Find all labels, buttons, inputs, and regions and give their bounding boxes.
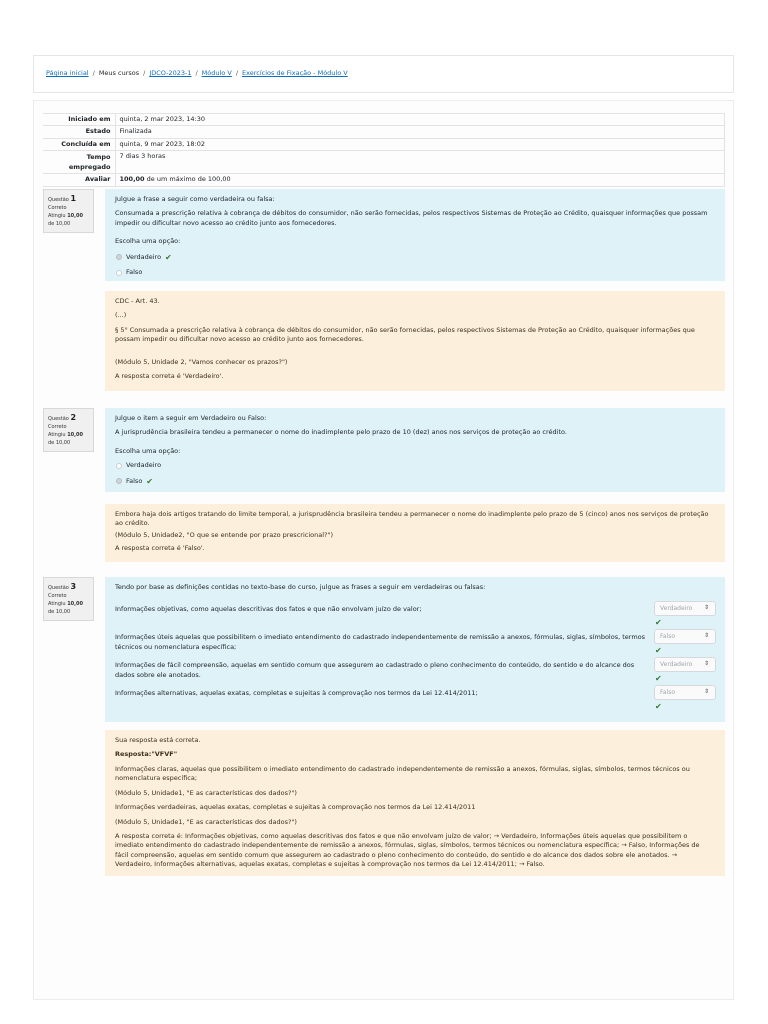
match-statement: Informações objetivas, como aquelas descritivas dos fatos e que não envolvam juízo de valor; (115, 605, 422, 614)
attempt-summary-table (43, 113, 725, 187)
summary-label: Estado (43, 126, 115, 138)
breadcrumb-quiz-link[interactable]: Exercícios de Fixação - Módulo V (242, 69, 348, 77)
breadcrumb-separator: / (235, 69, 239, 77)
breadcrumb-my-courses: Meus cursos (98, 69, 140, 77)
summary-value: 7 dias 3 horas (115, 151, 725, 174)
answer-select[interactable]: Falso ⇕ (654, 629, 716, 644)
grade-value: 100,00 (119, 175, 145, 184)
breadcrumb-module-link[interactable]: Módulo V (201, 69, 232, 77)
table-row (43, 174, 725, 186)
question-statement: Consumada a prescrição relativa à cobrança de débitos do consumidor, não serão fornecidas, pelos respectivos Sistemas de Proteção ao Crédito, quaisquer informações que possam impedir ou dificultar novo acesso ao crédito junto aos fornecedores. (115, 209, 708, 227)
match-row (115, 633, 715, 661)
choose-label: Escolha uma opção: (115, 237, 181, 246)
question-status: Correto (48, 593, 67, 600)
summary-value: quinta, 2 mar 2023, 14:30 (115, 114, 725, 126)
grade-max: de um máximo de 100,00 (144, 175, 231, 184)
match-row (115, 661, 715, 689)
question-prompt: Julgue o item a seguir em Verdadeiro ou Falso: (115, 414, 267, 422)
summary-value: quinta, 9 mar 2023, 18:02 (115, 138, 725, 150)
answer-select[interactable]: Falso ⇕ (654, 685, 716, 700)
breadcrumb-separator: / (92, 69, 95, 77)
table-row (43, 126, 725, 138)
summary-label: Concluída em (43, 138, 115, 150)
question-text-box (105, 577, 725, 722)
question-statement: A jurisprudência brasileira tendeu a permanecer o nome do inadimplente pelo prazo de 10 (dez) anos nos serviços de proteção ao crédito. (115, 428, 567, 437)
choose-label: Escolha uma opção: (115, 446, 181, 455)
option-false[interactable]: Falso ✔ (116, 476, 715, 488)
table-row (43, 151, 725, 174)
question-grade: Atingiu 10,00 de 10,00 (48, 213, 84, 227)
question-grade: Atingiu 10,00 de 10,00 (48, 601, 84, 615)
question-text-box (105, 189, 725, 281)
question-number: 2 (70, 413, 77, 422)
answer-select[interactable]: Verdadeiro ⇕ (654, 601, 716, 616)
question-prompt: Julgue a frase a seguir como verdadeira ou falsa: (115, 195, 275, 203)
question-status: Correto (48, 205, 67, 212)
match-statement: Informações de fácil compreensão, aquelas em sentido comum que assegurem ao cadastrado o pleno conhecimento do conteúdo, do sentido e do alcance dos dados sobre ele anotados. (115, 661, 635, 679)
question-prompt: Tendo por base as definições contidas no texto-base do curso, julgue as frases a seguir em verdadeiras ou falsas: (115, 583, 486, 591)
summary-label: Iniciado em (43, 114, 115, 126)
table-row (43, 114, 725, 126)
quiz-review-region (33, 100, 734, 1000)
summary-value: Finalizada (115, 126, 725, 138)
option-true[interactable]: Verdadeiro ✔ (116, 252, 715, 264)
match-statement: Informações úteis aquelas que possibilitem o imediato entendimento do cadastrado independentemente de remissão a anexos, fórmulas, siglas, símbolos, termos técnicos ou nomenclatura específica; (115, 633, 646, 651)
match-statement: Informações alternativas, aquelas exatas, completas e sujeitas à comprovação nos termos da Lei 12.414/2011; (115, 689, 478, 698)
match-row (115, 605, 715, 633)
radio-selected-icon[interactable] (116, 254, 122, 260)
option-true[interactable]: Verdadeiro (116, 461, 715, 470)
question-feedback: Embora haja dois artigos tratando do limite temporal, a jurisprudência brasileira tendeu a permanecer o nome do inadimplente pelo prazo de 5 (cinco) anos nos serviços de proteção ao crédito. (Módulo 5, Unidade2, "O que se entende por prazo prescricional?") A resposta correta é 'Falso'. (105, 504, 725, 562)
chevron-updown-icon: ⇕ (703, 632, 709, 640)
chevron-updown-icon: ⇕ (703, 660, 709, 668)
question-info (43, 189, 94, 233)
question-status: Correto (48, 424, 67, 431)
summary-label: Avaliar (43, 174, 115, 186)
check-icon: ✔ (655, 702, 662, 712)
check-icon: ✔ (655, 646, 662, 656)
question-number: 3 (70, 582, 77, 591)
question-number: 1 (70, 194, 77, 203)
question-info (43, 577, 94, 621)
summary-label: Tempo empregado (43, 151, 115, 174)
question-text-box (105, 408, 725, 492)
table-row (43, 138, 725, 150)
question-label: Questão (48, 416, 69, 422)
radio-icon[interactable] (116, 463, 122, 469)
breadcrumb-separator: / (195, 69, 198, 77)
question-label: Questão (48, 585, 69, 591)
chevron-updown-icon: ⇕ (703, 604, 709, 612)
check-icon: ✔ (655, 674, 662, 684)
check-icon: ✔ (165, 252, 172, 262)
breadcrumb-home-link[interactable]: Página inicial (46, 69, 89, 77)
breadcrumb-separator: / (143, 69, 146, 77)
radio-selected-icon[interactable] (116, 478, 122, 484)
question-grade: Atingiu 10,00 de 10,00 (48, 432, 84, 446)
breadcrumb-course-link[interactable]: JDCO-2023-1 (149, 69, 192, 77)
radio-icon[interactable] (116, 270, 122, 276)
match-row (115, 689, 715, 717)
chevron-updown-icon: ⇕ (703, 688, 709, 696)
option-false[interactable]: Falso (116, 268, 715, 277)
question-feedback: Sua resposta está correta. Resposta:"VFVF" Informações claras, aquelas que possibilitem o imediato entendimento do cadastrado independentemente de remissão a anexos, fórmulas, siglas, símbolos, termos técnicos ou nomenclatura específica; (Módulo 5, Unidade1, "E as características dos dados?") Informações verdadeiras, aquelas exatas, completas e sujeitas à comprovação nos termos da Lei 12.414/2011 (Módulo 5, Unidade1, "E as características dos dados?") A resposta correta é: Informações objetivas, como aquelas descritivas dos fatos e que não envolvam juízo de valor; → Verdadeiro, Informações úteis aquelas que possibilitem o imediato entendimento do cadastrado independentemente de remissão a anexos, fórmulas, siglas, símbolos, termos técnicos ou nomenclatura específica; → Falso, Informações de fácil compreensão, aquelas em sentido comum que assegurem ao cadastrado o pleno conhecimento do conteúdo, do sentido e do alcance dos dados sobre ele anotados. → Verdadeiro, Informações alternativas, aquelas exatas, completas e sujeitas à comprovação nos termos da Lei 12.414/2011; → Falso. (105, 730, 725, 876)
check-icon: ✔ (146, 476, 153, 486)
question-info (43, 408, 94, 452)
question-label: Questão (48, 197, 69, 203)
check-icon: ✔ (655, 618, 662, 628)
breadcrumb-card (33, 55, 734, 93)
summary-value (115, 174, 725, 186)
question-feedback: CDC - Art. 43. (...) § 5° Consumada a prescrição relativa à cobrança de débitos do consumidor, não serão fornecidas, pelos respectivos Sistemas de Proteção ao Crédito, quaisquer informações que possam impedir ou dificultar novo acesso ao crédito junto aos fornecedores. (Módulo 5, Unidade 2, "Vamos conhecer os prazos?") A resposta correta é 'Verdadeiro'. (105, 291, 725, 391)
breadcrumb (46, 69, 721, 78)
answer-select[interactable]: Verdadeiro ⇕ (654, 657, 716, 672)
